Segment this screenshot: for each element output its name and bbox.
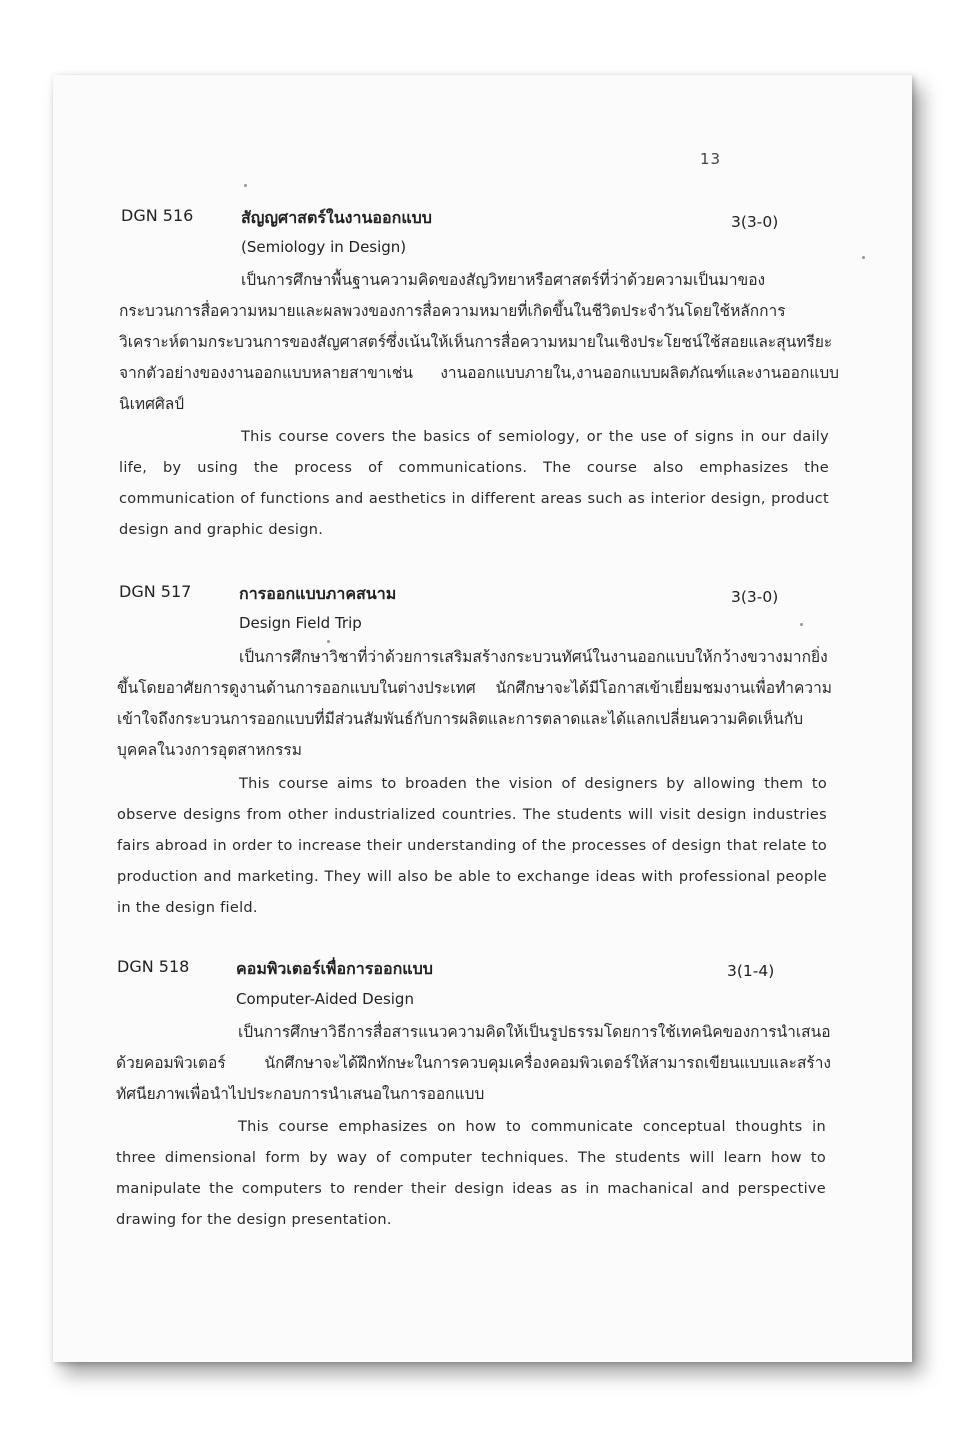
course-thai-title: คอมพิวเตอร์เพื่อการออกแบบ — [236, 959, 433, 978]
course-credits: 3(3-0) — [731, 213, 779, 231]
course-credits: 3(3-0) — [731, 588, 779, 606]
course-code: DGN 516 — [121, 206, 194, 225]
scan-speck — [862, 256, 865, 259]
course-english-title: Computer-Aided Design — [236, 990, 414, 1008]
scan-speck — [800, 623, 803, 626]
scan-speck — [244, 184, 247, 187]
course-english-description: This course aims to broaden the vision of designers by allowing them to observe designs from other industrialized countries. The students will visit design industries fairs abroad in order to increase their understanding of the processes of design that relate to production and marketing. They will also be able to exchange ideas with professional people in the design field. — [117, 776, 827, 916]
course-english-title: Design Field Trip — [239, 614, 362, 632]
course-thai-description: เป็นการศึกษาวิชาที่ว่าด้วยการเสริมสร้างกระบวนทัศน์ในงานออกแบบให้กว้างขวางมากยิ่งขึ้นโดยอาศัยการดูงานด้านการออกแบบในต่างประเทศ นักศึกษาจะได้มีโอกาสเข้าเยี่ยมชมงานเพื่อทำความเข้าใจถึงกระบวนการออกแบบที่มีส่วนสัมพันธ์กับการผลิตและการตลาดและได้แลกเปลี่ยนความคิดเห็นกับบุคคลในวงการอุตสาหกรรม — [117, 648, 832, 759]
course-thai-title: การออกแบบภาคสนาม — [239, 584, 397, 603]
page-number: 13 — [700, 150, 722, 168]
scan-speck — [327, 640, 330, 643]
course-code: DGN 517 — [119, 582, 192, 601]
course-english-title: (Semiology in Design) — [241, 238, 407, 256]
course-credits: 3(1-4) — [727, 962, 775, 980]
course-thai-description: เป็นการศึกษาพื้นฐานความคิดของสัญวิทยาหรือศาสตร์ที่ว่าด้วยความเป็นมาของกระบวนการสื่อความหมายและผลพวงของการสื่อความหมายที่เกิดขึ้นในชีวิตประจำวันโดยใช้หลักการวิเคราะห์ตามกระบวนการของสัญศาสตร์ซึ่งเน้นให้เห็นการสื่อความหมายในเชิงประโยชน์ใช้สอยและสุนทรียะจากตัวอย่างของงานออกแบบหลายสาขาเช่น งานออกแบบภายใน,งานออกแบบผลิตภัณฑ์และงานออกแบบนิเทศศิลป์ — [119, 271, 839, 413]
course-thai-description: เป็นการศึกษาวิธีการสื่อสารแนวความคิดให้เป็นรูปธรรมโดยการใช้เทคนิคของการนำเสนอด้วยคอมพิวเตอร์ นักศึกษาจะได้ฝึกทักษะในการควบคุมเครื่องคอมพิวเตอร์ให้สามารถเขียนแบบและสร้างทัศนียภาพเพื่อนำไปประกอบการนำเสนอในการออกแบบ — [116, 1023, 831, 1103]
course-thai-title: สัญญศาสตร์ในงานออกแบบ — [241, 208, 432, 227]
course-english-description: This course emphasizes on how to communicate conceptual thoughts in three dimensional form by way of computer techniques. The students will learn how to manipulate the computers to render their design ideas as in machanical and perspective drawing for the design presentation. — [116, 1119, 826, 1228]
course-english-description: This course covers the basics of semiology, or the use of signs in our daily life, by using the process of communications. The course also emphasizes the communication of functions and aesthetics in different areas such as interior design, product design and graphic design. — [119, 429, 829, 538]
course-code: DGN 518 — [117, 957, 190, 976]
